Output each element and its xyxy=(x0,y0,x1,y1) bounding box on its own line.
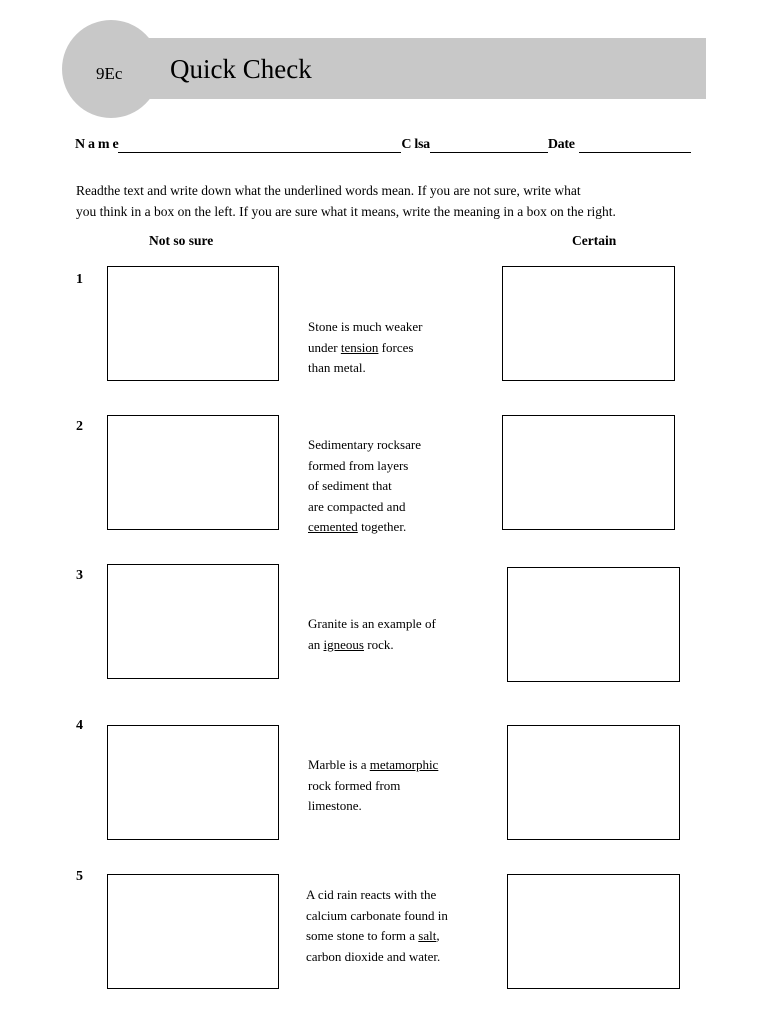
question-number: 4 xyxy=(76,718,83,733)
instructions xyxy=(76,180,676,222)
statement-segment: of sediment that xyxy=(308,478,392,493)
statement-segment: than metal. xyxy=(308,360,366,375)
statement-text xyxy=(308,614,478,655)
sheet-title: Quick Check xyxy=(170,54,312,84)
statement-line xyxy=(306,947,476,968)
question-number: 2 xyxy=(76,419,83,434)
statement-segment: forces xyxy=(378,339,414,355)
statement-segment: calcium carbonate found in xyxy=(306,907,448,923)
statement-line xyxy=(306,885,476,906)
not-so-sure-answer-box[interactable] xyxy=(107,725,279,840)
statement-segment: carbon dioxide and water. xyxy=(306,948,441,964)
statement-segment: some stone to form a xyxy=(306,928,419,943)
question-number: 1 xyxy=(76,272,83,287)
question-number: 5 xyxy=(76,869,83,884)
statement-segment: A cid rain reacts with the xyxy=(306,887,437,902)
instructions-line: Readthe text and write down what the underlined words mean. If you are not sure, write what xyxy=(76,183,581,198)
statement-segment: formed from layers xyxy=(308,457,409,473)
statement-line xyxy=(308,614,478,635)
statement-segment: rock. xyxy=(363,636,394,652)
statement-segment: Granite is an example of xyxy=(308,616,436,631)
not-so-sure-answer-box[interactable] xyxy=(107,266,279,381)
student-info-row xyxy=(75,133,691,153)
statement-line xyxy=(308,456,478,477)
statement-text xyxy=(306,885,476,967)
statement-segment: together. xyxy=(357,519,407,534)
key-term: igneous xyxy=(323,636,364,652)
column-heading-not-so-sure: Not so sure xyxy=(149,233,214,248)
key-term: cemented xyxy=(308,519,358,534)
statement-line xyxy=(308,476,478,497)
statement-segment: Sedimentary rocksare xyxy=(308,437,421,452)
statement-text xyxy=(308,317,478,379)
class-label: C lsa xyxy=(401,137,430,152)
statement-segment: , xyxy=(436,928,440,943)
statement-segment: limestone. xyxy=(308,798,362,813)
instructions-line: you think in a box on the left. If you are sure what it means, write the meaning in a box on the right. xyxy=(76,204,616,219)
statement-line xyxy=(308,435,478,456)
certain-answer-box[interactable] xyxy=(507,567,680,682)
statement-line xyxy=(308,497,478,518)
statement-text xyxy=(308,435,478,538)
date-label: Date xyxy=(547,137,575,152)
certain-answer-box[interactable] xyxy=(502,266,675,381)
statement-line xyxy=(308,517,478,538)
not-so-sure-answer-box[interactable] xyxy=(107,415,279,530)
certain-answer-box[interactable] xyxy=(507,874,680,989)
certain-answer-box[interactable] xyxy=(502,415,675,530)
date-field[interactable] xyxy=(579,138,691,153)
column-heading-certain: Certain xyxy=(572,233,617,248)
statement-segment: rock formed from xyxy=(308,777,401,793)
not-so-sure-answer-box[interactable] xyxy=(107,564,279,679)
statement-segment: Stone is much weaker xyxy=(308,319,423,334)
statement-segment: Marble is a xyxy=(308,757,370,772)
key-term: tension xyxy=(340,339,379,355)
name-field[interactable] xyxy=(118,138,401,153)
statement-line xyxy=(308,317,478,338)
statement-text xyxy=(308,755,478,817)
key-term: metamorphic xyxy=(369,757,439,772)
statement-line xyxy=(306,906,476,927)
statement-line xyxy=(308,635,478,656)
statement-segment: under xyxy=(308,339,341,355)
statement-segment: are compacted and xyxy=(308,498,406,514)
key-term: salt xyxy=(418,928,437,943)
not-so-sure-answer-box[interactable] xyxy=(107,874,279,989)
statement-line xyxy=(308,796,478,817)
class-field[interactable] xyxy=(430,138,548,153)
statement-line xyxy=(308,338,478,359)
unit-code: 9Ec xyxy=(96,64,123,83)
statement-line xyxy=(308,358,478,379)
statement-line xyxy=(308,776,478,797)
statement-line xyxy=(308,755,478,776)
statement-segment: an xyxy=(308,636,324,652)
question-number: 3 xyxy=(76,568,83,583)
name-label: N a m e xyxy=(75,137,119,152)
statement-line xyxy=(306,926,476,947)
certain-answer-box[interactable] xyxy=(507,725,680,840)
